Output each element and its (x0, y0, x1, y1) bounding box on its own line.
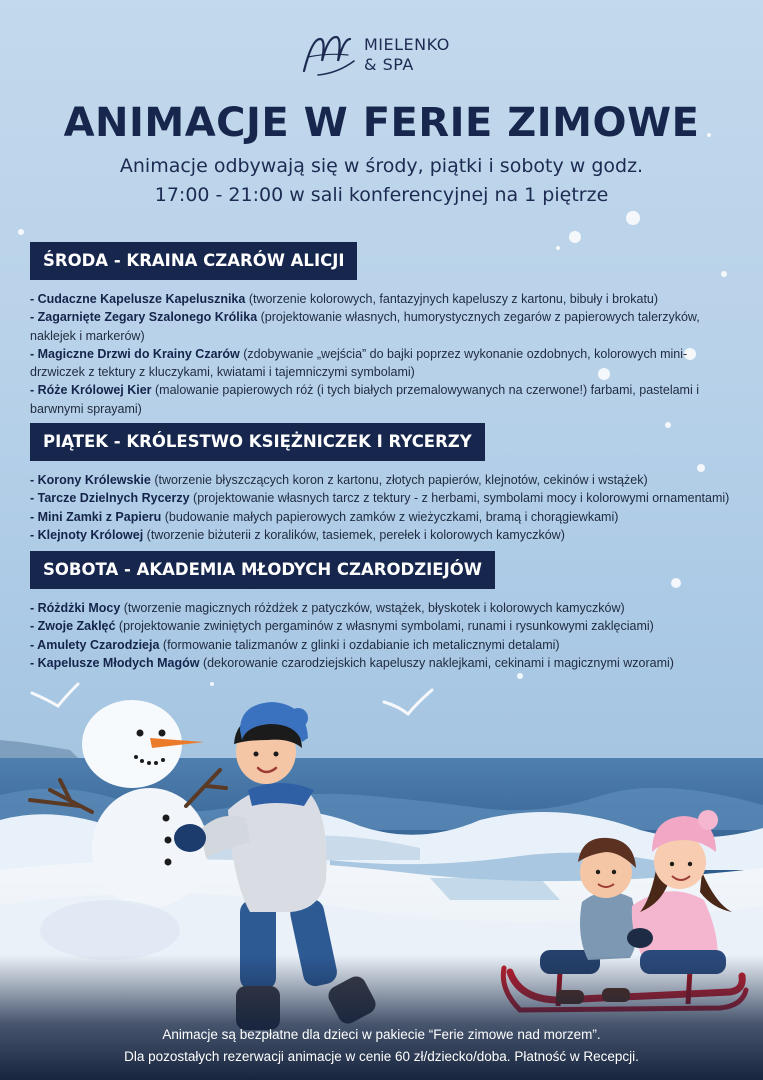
activity-name: - Różdżki Mocy (30, 601, 121, 615)
activity-name: - Zagarnięte Zegary Szalonego Królika (30, 310, 258, 325)
list-item (30, 599, 742, 617)
day-header-wednesday: ŚRODA - KRAINA CZARÓW ALICJI (30, 242, 357, 280)
footer-line2: Dla pozostałych rezerwacji animacje w cenie 60 zł/dziecko/doba. Płatność w Recepcji. (124, 1049, 639, 1064)
activity-name: - Zwoje Zaklęć (30, 619, 116, 634)
pricing-footer (0, 1024, 763, 1068)
activity-name: - Róże Królowej Kier (30, 383, 152, 398)
page-title: ANIMACJE W FERIE ZIMOWE (63, 100, 700, 146)
activity-name: - Kapelusze Młodych Magów (30, 655, 200, 670)
list-item (30, 654, 742, 672)
schedule-subtitle (0, 152, 763, 210)
activity-name: - Tarcze Dzielnych Rycerzy (30, 491, 190, 506)
activity-name: - Magiczne Drzwi do Krainy Czarów (30, 346, 240, 361)
subtitle-line2: 17:00 - 21:00 w sali konferencyjnej na 1 piętrze (154, 184, 609, 206)
activity-description: (formowanie talizmanów z glinki i ozdabianie ich metalicznymi detalami) (159, 637, 560, 652)
day-header-friday: PIĄTEK - KRÓLESTWO KSIĘŻNICZEK I RYCERZY (30, 423, 485, 461)
list-item (30, 308, 742, 345)
day-header-saturday: SOBOTA - AKADEMIA MŁODYCH CZARODZIEJÓW (30, 551, 495, 589)
list-item (30, 508, 742, 526)
activity-name: - Korony Królewskie (30, 473, 151, 487)
footer-line1: Animacje są bezpłatne dla dzieci w pakiecie “Ferie zimowe nad morzem”. (162, 1027, 601, 1042)
list-item (30, 489, 742, 507)
list-item (30, 526, 742, 544)
brand-name-line1: MIELENKO (364, 35, 450, 54)
list-item (30, 471, 742, 489)
activity-description: (projektowanie zwiniętych pergaminów z własnymi symbolami, runami i rysunkowymi zaklęciami) (115, 619, 654, 634)
activity-list-saturday (30, 599, 742, 672)
list-item (30, 381, 742, 418)
brand-name (364, 35, 450, 75)
activity-list-friday (30, 471, 742, 544)
list-item (30, 290, 742, 308)
list-item (30, 636, 742, 654)
activity-description: (malowanie papierowych róż (i tych białych przemalowywanych na czerwone!) farbami, pastelami i barwnymi sprayami) (30, 383, 699, 416)
activity-description: (budowanie małych papierowych zamków z wieżyczkami, bramą i chorągiewkami) (161, 509, 619, 524)
activity-name: - Klejnoty Królowej (30, 527, 144, 542)
seagull-icon (32, 684, 432, 714)
activity-name: - Cudaczne Kapelusze Kapelusznika (30, 292, 246, 306)
activity-name: - Amulety Czarodzieja (30, 637, 160, 652)
script-m-monogram-icon (298, 31, 358, 79)
list-item (30, 345, 742, 382)
brand-logo (298, 30, 450, 80)
activity-description: (tworzenie błyszczących koron z kartonu, złotych papierów, klejnotów, cekinów i wstążek) (150, 473, 648, 487)
brand-name-line2: & SPA (364, 55, 414, 74)
list-item (30, 617, 742, 635)
activity-description: (zdobywanie „wejścia” do bajki poprzez wykonanie ozdobnych, kolorowych mini-drzwiczek z tektury z kluczykami, kwiatami i tajemniczymi symbolami) (30, 346, 688, 380)
subtitle-line1: Animacje odbywają się w środy, piątki i soboty w godz. (119, 155, 644, 177)
activity-description: (dekorowanie czarodziejskich kapeluszy naklejkami, cekinami i magicznymi wzorami) (199, 655, 674, 670)
activity-name: - Mini Zamki z Papieru (30, 509, 162, 524)
activity-description: (tworzenie biżuterii z koralików, tasiemek, perełek i kolorowych kamyczków) (143, 527, 565, 542)
activity-description: (projektowanie własnych, humorystycznych zegarów z papierowych talerzyków, naklejek i markerów) (30, 310, 700, 343)
activity-description: (projektowanie własnych tarcz z tektury - z herbami, symbolami mocy i kolorowymi ornamentami) (189, 491, 730, 506)
activity-list-wednesday (30, 290, 742, 418)
activity-description: (tworzenie magicznych różdżek z patyczków, wstążek, błyskotek i kolorowych kamyczków) (120, 601, 625, 615)
activity-description: (tworzenie kolorowych, fantazyjnych kapeluszy z kartonu, bibuły i brokatu) (245, 292, 659, 306)
